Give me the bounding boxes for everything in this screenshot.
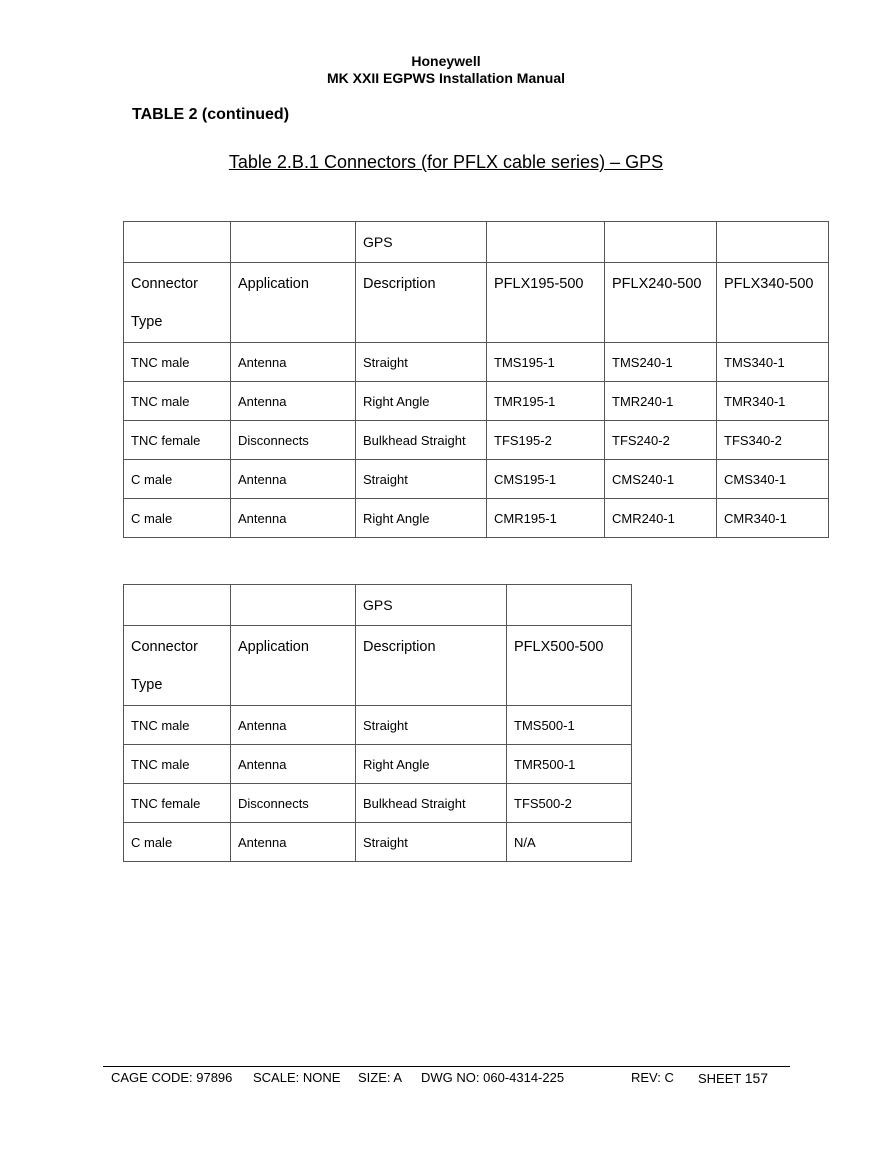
table-cell: Antenna <box>231 382 356 421</box>
table-cell <box>487 222 605 263</box>
connectors-table-2 <box>123 584 632 862</box>
table-cell: C male <box>124 823 231 862</box>
table-row <box>124 421 829 460</box>
table-gps-row <box>124 585 632 626</box>
header-connector-type <box>124 626 231 706</box>
table-row <box>124 499 829 538</box>
table-cell: TNC male <box>124 745 231 784</box>
table-cell <box>124 585 231 626</box>
table-cell: TNC male <box>124 382 231 421</box>
table-cell: Straight <box>356 823 507 862</box>
section-title: TABLE 2 (continued) <box>132 106 290 123</box>
header-connector: Connector <box>131 639 198 655</box>
table-cell: TMS195-1 <box>487 343 605 382</box>
table-cell: Bulkhead Straight <box>356 421 487 460</box>
table-row <box>124 706 632 745</box>
table-cell <box>717 222 829 263</box>
table-cell: TMR240-1 <box>605 382 717 421</box>
table-cell: Disconnects <box>231 421 356 460</box>
gps-label: GPS <box>356 222 487 263</box>
header-type: Type <box>131 677 163 693</box>
table-cell <box>124 222 231 263</box>
header-company: Honeywell <box>411 53 481 69</box>
header-description: Description <box>356 263 487 343</box>
table-cell: CMS340-1 <box>717 460 829 499</box>
header-type: Type <box>131 314 163 330</box>
header-connector-type <box>124 263 231 343</box>
table-row <box>124 823 632 862</box>
table-header-row <box>124 263 829 343</box>
footer-sheet-label: SHEET <box>698 1071 742 1086</box>
header-application: Application <box>231 263 356 343</box>
table-cell: TNC male <box>124 706 231 745</box>
table-cell: N/A <box>507 823 632 862</box>
header-pflx240: PFLX240-500 <box>605 263 717 343</box>
header-pflx195: PFLX195-500 <box>487 263 605 343</box>
table-cell: TFS500-2 <box>507 784 632 823</box>
footer-sheet-number: 157 <box>744 1070 769 1086</box>
table-cell: Right Angle <box>356 499 487 538</box>
table-cell: CMS240-1 <box>605 460 717 499</box>
table-cell: TMR500-1 <box>507 745 632 784</box>
table-cell: TNC male <box>124 343 231 382</box>
table-cell: CMR240-1 <box>605 499 717 538</box>
table-cell: CMS195-1 <box>487 460 605 499</box>
footer-rev: REV: C <box>631 1070 674 1085</box>
footer-dwg-no: DWG NO: 060-4314-225 <box>421 1070 565 1085</box>
table-cell: Straight <box>356 706 507 745</box>
table-header-row <box>124 626 632 706</box>
table-cell: TNC female <box>124 421 231 460</box>
footer-cage-code: CAGE CODE: 97896 <box>111 1070 233 1085</box>
table-cell: TFS340-2 <box>717 421 829 460</box>
table-cell: Antenna <box>231 499 356 538</box>
table-cell: Straight <box>356 460 487 499</box>
table-cell: C male <box>124 499 231 538</box>
header-manual-title: MK XXII EGPWS Installation Manual <box>326 70 566 86</box>
footer-sheet <box>698 1070 768 1086</box>
table-cell: Antenna <box>231 706 356 745</box>
table-cell <box>605 222 717 263</box>
table-cell: TMR340-1 <box>717 382 829 421</box>
connectors-table-1 <box>123 221 829 538</box>
table-row <box>124 343 829 382</box>
table-cell: TMS500-1 <box>507 706 632 745</box>
table-row <box>124 460 829 499</box>
footer-size: SIZE: A <box>358 1070 403 1085</box>
table-cell: CMR340-1 <box>717 499 829 538</box>
header-application: Application <box>231 626 356 706</box>
table-cell: TMR195-1 <box>487 382 605 421</box>
table-gps-row <box>124 222 829 263</box>
table-caption: Table 2.B.1 Connectors (for PFLX cable series) – GPS <box>228 152 664 172</box>
header-pflx500: PFLX500-500 <box>507 626 632 706</box>
table-cell: TMS340-1 <box>717 343 829 382</box>
table-cell: Antenna <box>231 460 356 499</box>
table-cell: C male <box>124 460 231 499</box>
table-cell <box>507 585 632 626</box>
gps-label: GPS <box>356 585 507 626</box>
table-cell: Right Angle <box>356 382 487 421</box>
header-connector: Connector <box>131 276 198 292</box>
table-cell: Straight <box>356 343 487 382</box>
table-cell: Disconnects <box>231 784 356 823</box>
table-cell: Antenna <box>231 823 356 862</box>
table-cell: TFS240-2 <box>605 421 717 460</box>
table-row <box>124 745 632 784</box>
table-cell: TMS240-1 <box>605 343 717 382</box>
table-cell <box>231 585 356 626</box>
table-cell <box>231 222 356 263</box>
header-description: Description <box>356 626 507 706</box>
table-cell: Antenna <box>231 745 356 784</box>
header-pflx340: PFLX340-500 <box>717 263 829 343</box>
table-row <box>124 784 632 823</box>
footer-divider <box>103 1066 790 1067</box>
table-cell: Right Angle <box>356 745 507 784</box>
footer-scale: SCALE: NONE <box>253 1070 341 1085</box>
table-cell: Bulkhead Straight <box>356 784 507 823</box>
table-cell: TFS195-2 <box>487 421 605 460</box>
table-cell: TNC female <box>124 784 231 823</box>
table-row <box>124 382 829 421</box>
table-cell: CMR195-1 <box>487 499 605 538</box>
table-cell: Antenna <box>231 343 356 382</box>
